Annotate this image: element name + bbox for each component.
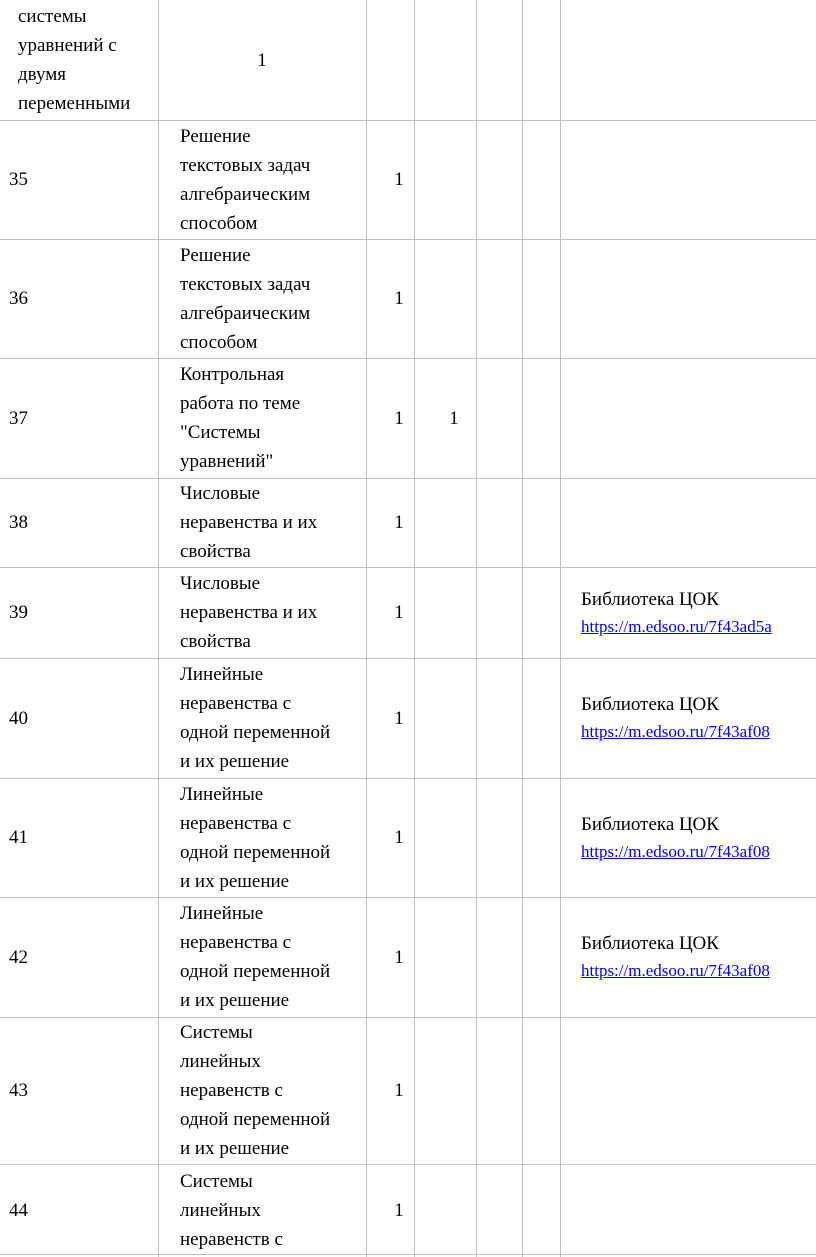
row-number: 35	[9, 169, 28, 190]
topic-text	[180, 479, 317, 566]
topic-line: Линейные	[180, 903, 264, 924]
control-work-cell	[414, 1164, 476, 1257]
resource-cell	[560, 239, 816, 358]
topic-line: "Системы	[180, 422, 261, 443]
row-number-cell	[0, 1164, 158, 1257]
topic-line: текстовых задач	[180, 154, 311, 176]
resource-cell	[560, 1164, 816, 1257]
column-divider	[158, 120, 159, 1257]
column-divider	[560, 120, 561, 1257]
resource-cell	[560, 897, 816, 1017]
column-divider	[366, 120, 367, 1257]
topic-line: неравенства с	[180, 693, 292, 714]
row-number-cell	[0, 120, 158, 239]
column-divider	[476, 0, 477, 120]
resource-library-label: Библиотека ЦОК	[581, 813, 719, 835]
control-work-cell	[414, 658, 476, 778]
column-divider	[414, 0, 415, 120]
topic-line: Числовые	[180, 483, 261, 504]
hours-value: 1	[394, 512, 404, 533]
hours-value: 1	[394, 169, 404, 190]
practical-work-cell	[476, 658, 522, 778]
resource-cell	[560, 478, 816, 567]
topic-line: неравенств с	[180, 1080, 283, 1101]
topic-line: Числовые	[180, 573, 261, 594]
hours-value: 1	[394, 602, 404, 623]
column-divider	[522, 120, 523, 1257]
column-divider	[476, 120, 477, 1257]
resource-link[interactable]: https://m.edsoo.ru/7f43af08	[581, 841, 770, 861]
hours-cell	[366, 120, 414, 239]
column-divider	[158, 0, 159, 120]
control-work-cell	[414, 1017, 476, 1164]
topic-line: одной переменной	[180, 1109, 331, 1130]
topic-line: Линейные	[180, 664, 264, 685]
topic-line: Решение	[180, 125, 251, 147]
hours-cell	[366, 778, 414, 897]
hours-value: 1	[394, 1080, 404, 1101]
topic-line: неравенства с	[180, 812, 292, 834]
topic-cell	[158, 567, 366, 658]
topic-line: и их решение	[180, 870, 290, 892]
topic-line: неравенства и их	[180, 602, 318, 623]
resource-link[interactable]: https://m.edsoo.ru/7f43af08	[581, 722, 770, 741]
resource-cell	[560, 1017, 816, 1164]
topic-line: Контрольная	[180, 364, 285, 385]
topic-line: уравнений с	[18, 35, 117, 56]
topic-line: одной переменной	[180, 961, 331, 982]
topic-text	[180, 899, 330, 1015]
hours-cell	[366, 358, 414, 478]
topic-line: неравенства и их	[180, 512, 318, 533]
row-divider	[0, 478, 816, 479]
resource-link[interactable]: https://m.edsoo.ru/7f43ad5a	[581, 616, 772, 636]
topic-line: алгебраическим	[180, 183, 311, 205]
topic-text	[18, 2, 130, 118]
practical-work-cell	[476, 358, 522, 478]
row-number-cell	[0, 358, 158, 478]
topic-cell	[158, 1017, 366, 1164]
topic-line: алгебраическим	[180, 302, 311, 324]
practical-work-cell	[476, 1164, 522, 1257]
control-work-cell	[414, 567, 476, 658]
resource-cell	[560, 658, 816, 778]
hours-cell	[366, 239, 414, 358]
topic-text	[180, 241, 310, 357]
hours-value: 1	[394, 827, 404, 848]
topic-line: и их решение	[180, 751, 290, 772]
topic-line: Системы	[180, 1171, 253, 1192]
topic-text	[180, 1018, 330, 1163]
topic-line: одной переменной	[180, 841, 331, 863]
topic-line: переменными	[18, 93, 131, 114]
hours-value: 1	[394, 946, 404, 968]
row-divider	[0, 567, 816, 568]
topic-line: свойства	[180, 541, 251, 562]
row-divider	[0, 897, 816, 898]
topic-line: и их решение	[180, 1138, 290, 1159]
hours-value: 1	[394, 288, 404, 309]
control-work-cell	[414, 239, 476, 358]
row-number-cell	[0, 897, 158, 1017]
row-divider	[0, 239, 816, 240]
practical-work-cell	[476, 1017, 522, 1164]
hours-cell	[366, 478, 414, 567]
practical-work-cell	[476, 120, 522, 239]
topic-line: линейных	[180, 1051, 261, 1072]
topic-line: неравенства с	[180, 932, 292, 953]
topic-line: неравенств с	[180, 1229, 283, 1250]
topic-text	[180, 360, 300, 476]
row-number-cell	[0, 478, 158, 567]
column-divider	[560, 0, 561, 120]
column-divider	[522, 0, 523, 120]
resource-library-label: Библиотека ЦОК	[581, 694, 719, 715]
row-number-cell	[0, 239, 158, 358]
hours-cell	[366, 658, 414, 778]
control-work-cell	[414, 897, 476, 1017]
topic-text	[180, 1167, 283, 1254]
row-number: 38	[9, 512, 28, 533]
resource-link[interactable]: https://m.edsoo.ru/7f43af08	[581, 961, 770, 980]
topic-line: Решение	[180, 244, 251, 266]
resource-cell	[560, 358, 816, 478]
topic-line: текстовых задач	[180, 273, 311, 295]
topic-line: Системы	[180, 1022, 253, 1043]
resource-cell	[560, 778, 816, 897]
row-number-cell	[0, 1017, 158, 1164]
row-number-cell	[0, 658, 158, 778]
topic-cell	[158, 358, 366, 478]
row-divider	[0, 1164, 816, 1165]
control-work-cell	[414, 120, 476, 239]
topic-text	[180, 122, 310, 238]
row-divider	[0, 778, 816, 779]
row-number: 37	[9, 407, 28, 429]
practical-work-cell	[476, 239, 522, 358]
topic-cell	[158, 778, 366, 897]
topic-cell	[158, 239, 366, 358]
topic-text	[180, 780, 330, 896]
row-divider	[0, 1254, 816, 1255]
practical-work-cell	[476, 567, 522, 658]
topic-line: свойства	[180, 631, 251, 652]
practical-work-cell	[476, 897, 522, 1017]
row-number-cell	[0, 567, 158, 658]
topic-cell	[158, 658, 366, 778]
topic-text	[180, 569, 317, 656]
resource-cell	[560, 567, 816, 658]
hours-cell	[366, 1164, 414, 1257]
row-number: 41	[9, 827, 28, 848]
row-number: 42	[9, 946, 28, 968]
hours-value: 1	[394, 707, 404, 729]
hours-cell	[366, 897, 414, 1017]
practical-work-cell	[476, 478, 522, 567]
control-work-cell	[414, 778, 476, 897]
topic-cell	[158, 478, 366, 567]
practical-work-cell	[476, 778, 522, 897]
topic-line: способом	[180, 212, 258, 234]
topic-line: способом	[180, 331, 258, 353]
topic-line: линейных	[180, 1200, 261, 1221]
row-number: 44	[9, 1200, 28, 1221]
row-divider	[0, 658, 816, 659]
resource-library-label: Библиотека ЦОК	[581, 588, 719, 610]
topic-cell	[158, 120, 366, 239]
column-divider	[414, 120, 415, 1257]
topic-text	[180, 660, 330, 776]
topic-line: Линейные	[180, 783, 264, 805]
hours-cell	[366, 567, 414, 658]
topic-cell	[158, 1164, 366, 1257]
control-work-cell	[414, 478, 476, 567]
topic-line: системы	[18, 6, 87, 27]
topic-line: и их решение	[180, 990, 290, 1011]
hours-cell	[366, 1017, 414, 1164]
row-number: 40	[9, 707, 28, 729]
row-divider	[0, 120, 816, 121]
resource-cell	[560, 120, 816, 239]
row-divider	[0, 358, 816, 359]
row-number: 36	[9, 288, 28, 309]
hours-value: 1	[257, 49, 267, 71]
topic-line: одной переменной	[180, 722, 331, 743]
topic-cell	[158, 897, 366, 1017]
topic-line: работа по теме	[180, 393, 301, 414]
hours-value: 1	[394, 1200, 404, 1221]
row-divider	[0, 1017, 816, 1018]
first-row-hours-cell	[158, 0, 366, 120]
row-number: 39	[9, 602, 28, 623]
resource-library-label: Библиотека ЦОК	[581, 933, 719, 954]
topic-line: уравнений"	[180, 451, 274, 472]
column-divider	[366, 0, 367, 120]
row-number: 43	[9, 1080, 28, 1101]
hours-value: 1	[394, 407, 404, 429]
row-number-cell	[0, 778, 158, 897]
control-work-value: 1	[449, 407, 459, 429]
topic-line: двумя	[18, 64, 67, 85]
first-row-topic-cell	[0, 0, 158, 120]
control-work-cell	[414, 358, 476, 478]
